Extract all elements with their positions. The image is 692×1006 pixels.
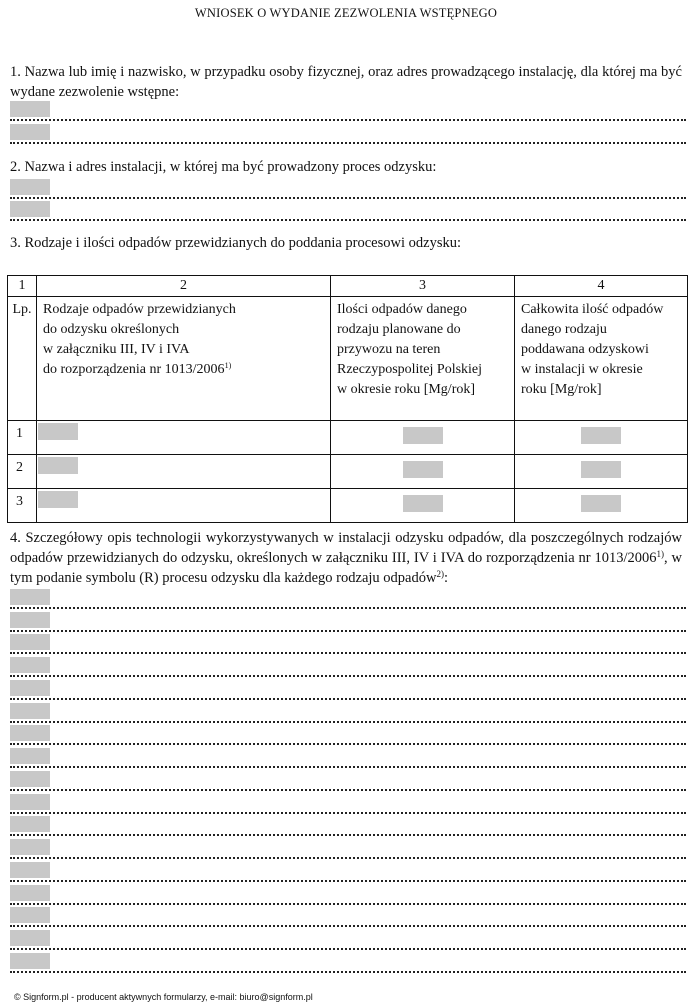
dotted-line	[10, 675, 686, 677]
row-number: 3	[8, 489, 37, 523]
section-4-field[interactable]	[10, 794, 50, 810]
footnote-ref: 1)	[656, 549, 665, 559]
dotted-line	[10, 948, 686, 950]
section-4-field[interactable]	[10, 612, 50, 628]
section-4-field[interactable]	[10, 907, 50, 923]
waste-type-field[interactable]	[38, 457, 78, 474]
row-number: 1	[8, 421, 37, 455]
planned-quantity-field[interactable]	[403, 495, 443, 512]
table-row	[8, 421, 688, 455]
section-4-field[interactable]	[10, 930, 50, 946]
dotted-line	[10, 971, 686, 973]
total-quantity-field[interactable]	[581, 495, 621, 512]
header-total-quantity: Całkowita ilość odpadów danego rodzaju poddawana odzyskowi w instalacji w okresie roku [Mg/rok]	[515, 297, 688, 421]
column-number: 3	[331, 276, 515, 297]
dotted-line	[10, 652, 686, 654]
table-row	[8, 489, 688, 523]
section-4-field[interactable]	[10, 771, 50, 787]
dotted-line	[10, 857, 686, 859]
total-quantity-field[interactable]	[581, 427, 621, 444]
planned-quantity-field[interactable]	[403, 461, 443, 478]
dotted-line	[10, 607, 686, 609]
dotted-line	[10, 925, 686, 927]
dotted-line	[10, 630, 686, 632]
waste-table	[7, 275, 688, 523]
section-4-field[interactable]	[10, 839, 50, 855]
section-2-field-2[interactable]	[10, 201, 50, 217]
dotted-line	[10, 766, 686, 768]
footnote-ref: 1)	[224, 361, 232, 370]
dotted-line	[10, 197, 686, 199]
section-4-field[interactable]	[10, 862, 50, 878]
header-planned-quantity: Ilości odpadów danego rodzaju planowane do przywozu na teren Rzeczypospolitej Polskiej w okresie roku [Mg/rok]	[331, 297, 515, 421]
footer-credit: © Signform.pl - producent aktywnych formularzy, e-mail: biuro@signform.pl	[14, 992, 313, 1002]
section-4-field[interactable]	[10, 703, 50, 719]
column-number: 2	[37, 276, 331, 297]
section-4-field[interactable]	[10, 680, 50, 696]
section-4-field[interactable]	[10, 748, 50, 764]
column-number: 4	[515, 276, 688, 297]
header-waste-types: Rodzaje odpadów przewidzianych do odzysku określonych w załączniku III, IV i IVA do rozporządzenia nr 1013/2006$^{1)}$	[37, 297, 331, 421]
dotted-line	[10, 219, 686, 221]
section-1-field-2[interactable]	[10, 124, 50, 140]
waste-type-field[interactable]	[38, 491, 78, 508]
section-1-field-1[interactable]	[10, 101, 50, 117]
dotted-line	[10, 721, 686, 723]
section-4-field[interactable]	[10, 657, 50, 673]
form-title: WNIOSEK O WYDANIE ZEZWOLENIA WSTĘPNEGO	[194, 6, 498, 20]
header-row	[8, 297, 688, 421]
header-lp: Lp.	[8, 297, 37, 421]
column-number: 1	[8, 276, 37, 297]
section-3-label: 3. Rodzaje i ilości odpadów przewidzianych do poddania procesowi odzysku:	[10, 235, 461, 251]
section-4-field[interactable]	[10, 589, 50, 605]
section-4-field[interactable]	[10, 885, 50, 901]
dotted-line	[10, 789, 686, 791]
column-number-row	[8, 276, 688, 297]
section-4-field[interactable]	[10, 725, 50, 741]
section-4-label: 4. Szczegółowy opis technologii wykorzystywanych w instalacji odzysku odpadów, dla poszczególnych rodzajów odpadów przewidzianych do odzysku, określonych w załączniku III, IV i IVA do rozporządzenia nr 1013/2006$^{1)}$, w tym podanie symbolu (R) procesu odzysku dla każdego rodzaju odpadów$^{2)}$:	[10, 530, 682, 586]
dotted-line	[10, 743, 686, 745]
dotted-line	[10, 834, 686, 836]
section-2-label: 2. Nazwa i adres instalacji, w której ma być prowadzony proces odzysku:	[10, 159, 437, 175]
dotted-line	[10, 880, 686, 882]
section-4-field[interactable]	[10, 953, 50, 969]
dotted-line	[10, 142, 686, 144]
table-row	[8, 455, 688, 489]
section-4-field[interactable]	[10, 634, 50, 650]
row-number: 2	[8, 455, 37, 489]
footnote-ref: 2)	[436, 569, 444, 579]
section-2-field-1[interactable]	[10, 179, 50, 195]
planned-quantity-field[interactable]	[403, 427, 443, 444]
total-quantity-field[interactable]	[581, 461, 621, 478]
dotted-line	[10, 698, 686, 700]
dotted-line	[10, 119, 686, 121]
dotted-line	[10, 903, 686, 905]
waste-type-field[interactable]	[38, 423, 78, 440]
dotted-line	[10, 812, 686, 814]
section-1-label: 1. Nazwa lub imię i nazwisko, w przypadku osoby fizycznej, oraz adres prowadzącego instalację, dla której ma być wydane zezwolenie wstępne:	[10, 64, 682, 100]
section-4-field[interactable]	[10, 816, 50, 832]
